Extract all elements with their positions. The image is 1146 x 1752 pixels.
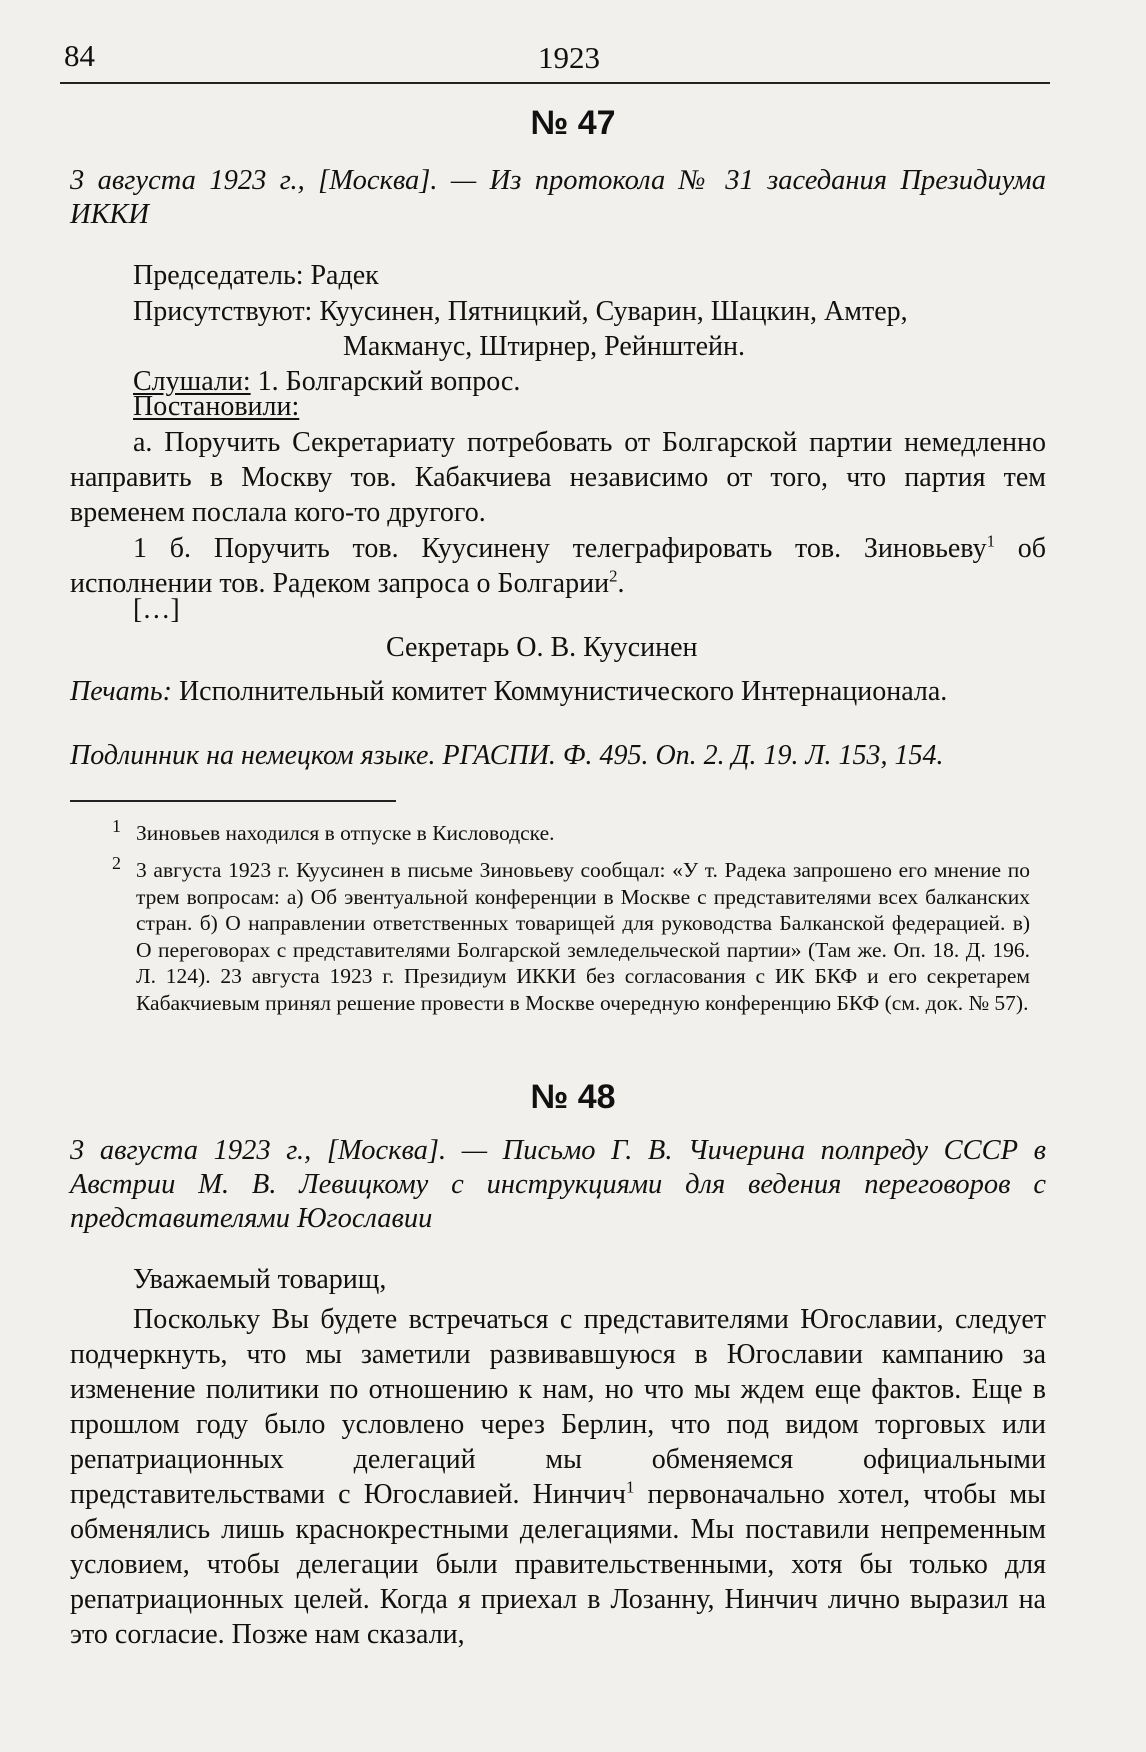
header-rule [60, 82, 1050, 84]
decision-a: а. Поручить Секретариату потребовать от Болгарской партии немедленно направить в Москву тов. Кабакчиева независимо от того, что партия тем временем послала кого-то другого. [70, 427, 1046, 528]
decided-line [133, 389, 299, 424]
footnote-ref-ninchich: 1 [625, 1477, 635, 1497]
seal-line [70, 674, 947, 709]
seal-label: Печать: [70, 676, 172, 707]
archive-source: Подлинник на немецком языке. РГАСПИ. Ф. 495. Оп. 2. Д. 19. Л. 153, 154. [70, 740, 944, 771]
omission-mark: […] [133, 594, 180, 625]
footnote-1-mark: 1 [112, 816, 121, 836]
footnote-2-text: 3 августа 1923 г. Куусинен в письме Зиновьеву сообщал: «У т. Радека запрошено его мнение по трем вопросам: а) Об эвентуальной конференции в Москве с представителями всех балканских стран. б) О направлении ответственных товарищей для руководства Балканской федерацией. в) О переговорах с представителями Болгарской земледельческой партии» (Там же. Оп. 18. Д. 196. Л. 124). 23 августа 1923 г. Президиум ИККИ без согласования с ИК БКФ и его секретарем Кабакчиевым принял решение провести в Москве очередную конференцию БКФ (см. док. № 57). [136, 858, 1030, 1015]
footnote-ref-1: 1 [986, 531, 995, 551]
attendees-line-2: Макманус, Штирнер, Рейнштейн. [343, 331, 745, 362]
chairman-line: Председатель: Радек [133, 260, 379, 291]
footnote-rule [70, 800, 396, 802]
footnote-1-text: Зиновьев находился в отпуске в Кисловодске. [136, 821, 555, 845]
doc-48-number: № 48 [530, 1078, 616, 1116]
doc-48-heading: 3 августа 1923 г., [Москва]. — Письмо Г. В. Чичерина полпреду СССР в Австрии М. В. Левицкому с инструкциями для ведения переговоров с представителями Югославии [70, 1135, 1046, 1234]
running-head [60, 38, 1050, 82]
running-head-year: 1923 [538, 40, 600, 75]
heard-label: Слушали: [133, 366, 251, 397]
footnote-ref-2: 2 [609, 566, 618, 586]
doc-47-number: № 47 [530, 104, 616, 142]
decided-label: Постановили: [133, 391, 300, 422]
heard-text: 1. Болгарский вопрос. [250, 366, 521, 397]
footnote-2-mark: 2 [112, 853, 121, 873]
page-number: 84 [64, 38, 95, 73]
letter-body: Поскольку Вы будете встречаться с представителями Югославии, следует подчеркнуть, что мы заметили развивавшуюся в Югославии кампанию за изменение политики по отношению к нам, но что мы ждем еще фактов. Еще в прошлом году было условлено через Берлин, что под видом торговых или репатриационных делегаций мы обменяемся официальными представительствами с Югославией. Нинчич$^1$ первоначально хотел, чтобы мы обменялись лишь краснокрестными делегациями. Мы поставили непременным условием, чтобы делегации были правительственными, хотя бы только для репатриационных целей. Когда я приехал в Лозанну, Нинчич лично выразил на это согласие. Позже нам сказали, [70, 1304, 1046, 1650]
decision-b: 1 б. Поручить тов. Куусинену телеграфировать тов. Зиновьеву$^1$ об исполнении тов. Радеком запроса о Болгарии$^2$. [70, 531, 1046, 599]
attendees-line-1: Присутствуют: Куусинен, Пятницкий, Суварин, Шацкин, Амтер, [133, 296, 908, 327]
seal-text: Исполнительный комитет Коммунистического Интернационала. [171, 676, 948, 707]
salutation: Уважаемый товарищ, [133, 1264, 387, 1295]
doc-47-heading: 3 августа 1923 г., [Москва]. — Из протокола № 31 заседания Президиума ИККИ [70, 165, 1046, 230]
signature: Секретарь О. В. Куусинен [386, 632, 698, 663]
